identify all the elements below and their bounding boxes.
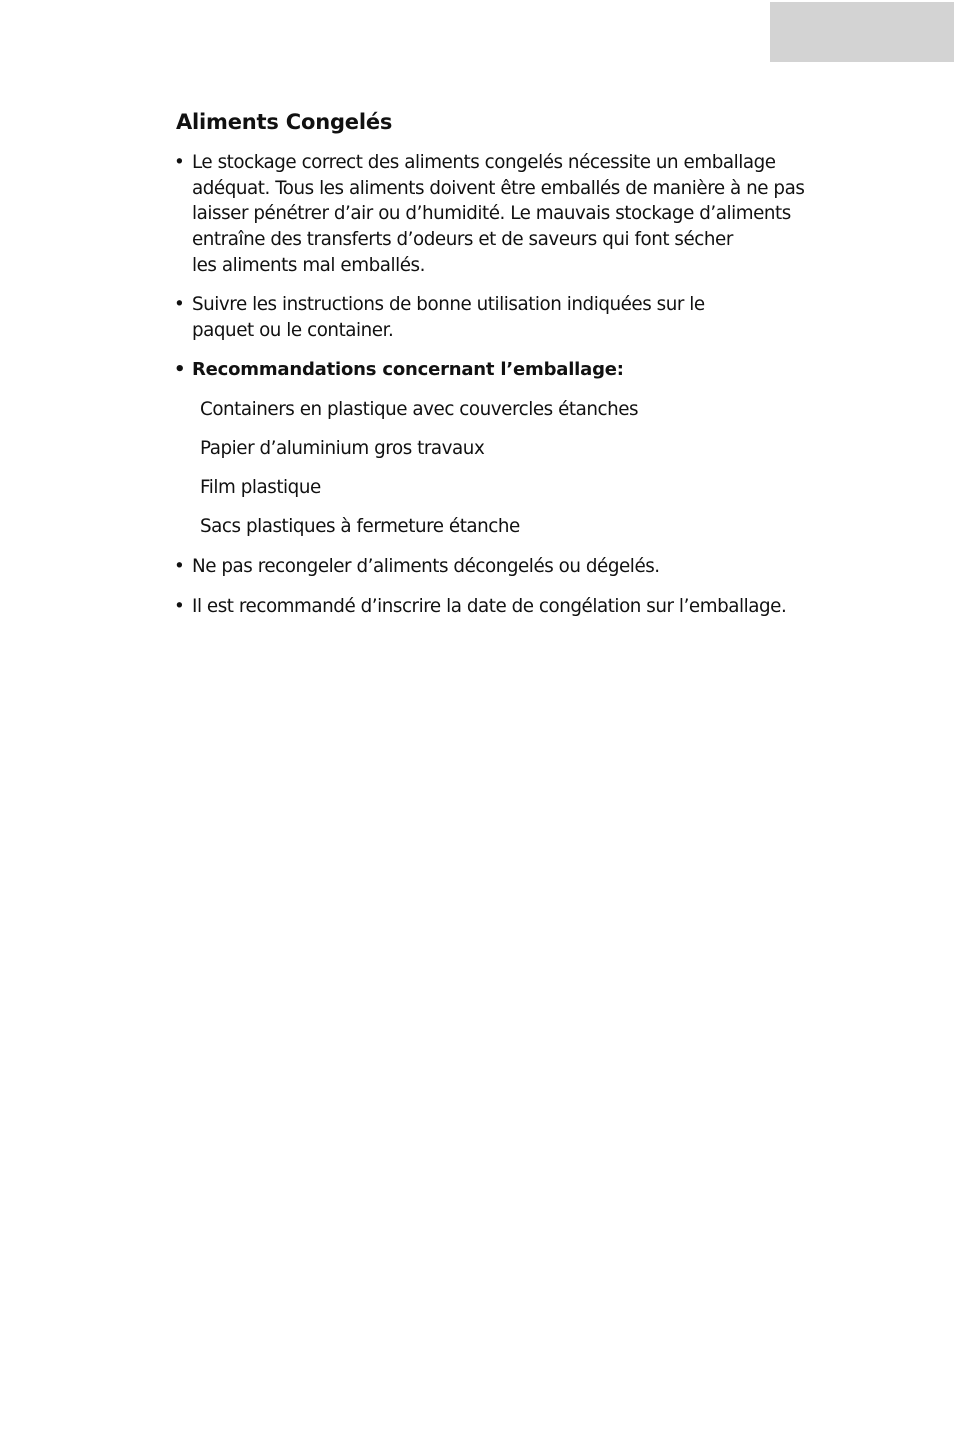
bullet-storage-packaging <box>174 150 804 279</box>
bullet-dot: • <box>174 294 185 315</box>
bullet-dot: • <box>174 359 186 380</box>
packaging-item: Film plastique <box>200 477 321 498</box>
bullet-text-line: les aliments mal emballés. <box>192 254 425 276</box>
section-heading: Aliments Congelés <box>176 110 393 134</box>
bullet-text-line: laisser pénétrer d’air ou d’humidité. Le mauvais stockage d’aliments <box>192 203 791 225</box>
bullet-text-line: Ne pas recongeler d’aliments décongelés ou dégelés. <box>192 556 660 577</box>
bullet-packaging-recommendations <box>174 357 624 383</box>
bullet-text-line: Recommandations concernant l’emballage: <box>192 359 624 380</box>
bullet-write-date <box>174 594 786 620</box>
bullet-no-refreeze <box>174 554 660 580</box>
bullet-text-line: Le stockage correct des aliments congelés nécessite un emballage <box>192 152 776 173</box>
bullet-dot: • <box>174 596 185 617</box>
bullet-follow-instructions <box>174 292 705 343</box>
bullet-text-line: Il est recommandé d’inscrire la date de congélation sur l’emballage. <box>192 596 787 617</box>
packaging-item: Sacs plastiques à fermeture étanche <box>200 516 520 537</box>
corner-page-tab <box>770 2 954 62</box>
bullet-dot: • <box>174 152 185 173</box>
packaging-item: Containers en plastique avec couvercles étanches <box>200 399 639 420</box>
bullet-text-line: adéquat. Tous les aliments doivent être emballés de manière à ne pas <box>192 177 805 199</box>
packaging-item: Papier d’aluminium gros travaux <box>200 438 485 459</box>
bullet-dot: • <box>174 556 185 577</box>
bullet-text-line: paquet ou le container. <box>192 319 394 341</box>
bullet-text-line: entraîne des transferts d’odeurs et de saveurs qui font sécher <box>192 229 733 251</box>
bullet-text-line: Suivre les instructions de bonne utilisation indiquées sur le <box>192 294 705 315</box>
